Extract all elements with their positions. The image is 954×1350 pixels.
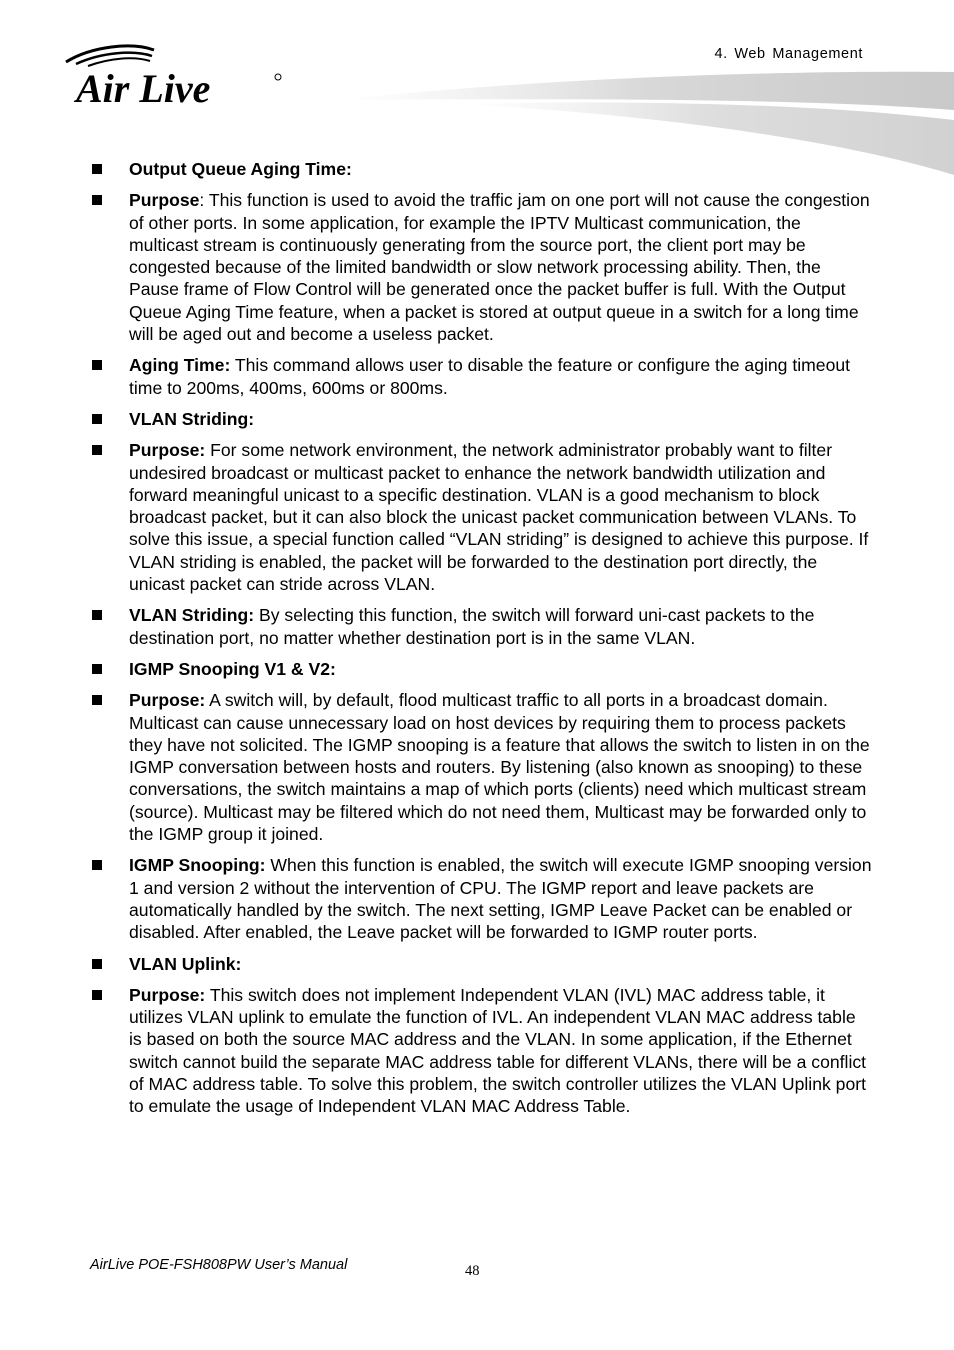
item-term: IGMP Snooping: — [129, 855, 266, 876]
square-bullet-icon — [92, 664, 102, 674]
item-term: Purpose — [129, 190, 200, 211]
item-text: : This function is used to avoid the traffic jam on one port will not cause the congestion of other ports. In some application, for example the IPTV Multicast communication, the multicast stream is continuously generating from the source port, the client port may be congested because of the limited bandwidth or slow network processing ability. Then, the Pause frame of Flow Control will be generated once the packet buffer is full. With the Output Queue Aging Time feature, when a packet is stored at output queue in a switch for a long time will be aged out and become a useless packet. — [129, 190, 870, 345]
item-term: Purpose: — [129, 440, 206, 461]
item-text: For some network environment, the network administrator probably want to filter undesired broadcast or multicast packet to enhance the network bandwidth utilization and forward meaningful unicast to a specific destination. VLAN is a good mechanism to block broadcast packet, but it can also block the unicast packet communication between VLANs. To solve this issue, a special function called “VLAN striding” is designed to achieve this purpose. If VLAN striding is enabled, the packet will be forwarded to the destination port directly, the unicast packet can stride across VLAN. — [129, 440, 869, 595]
item-term: IGMP Snooping V1 & V2: — [129, 658, 336, 679]
square-bullet-icon — [92, 959, 102, 969]
bullet-list — [92, 158, 872, 1127]
list-item — [92, 854, 872, 943]
square-bullet-icon — [92, 164, 102, 174]
list-item — [92, 158, 872, 180]
item-text: By selecting this function, the switch will forward uni-cast packets to the destination port, no matter whether destination port is in the same VLAN. — [129, 605, 815, 648]
section-title: 4. Web Management — [714, 46, 863, 62]
item-term: Purpose: — [129, 984, 206, 1005]
item-term: VLAN Striding: — [129, 408, 255, 429]
item-text: This command allows user to disable the feature or configure the aging timeout time to 200ms, 400ms, 600ms or 800ms. — [129, 355, 851, 398]
list-item — [92, 354, 872, 399]
svg-text:Air Live: Air Live — [76, 66, 211, 111]
list-item — [92, 439, 872, 595]
list-item — [92, 953, 872, 975]
item-term: VLAN Uplink: — [129, 953, 242, 974]
list-item — [92, 189, 872, 345]
manual-title: AirLive POE-FSH808PW User’s Manual — [90, 1257, 348, 1273]
item-term: Aging Time: — [129, 355, 231, 376]
list-item — [92, 984, 872, 1118]
square-bullet-icon — [92, 990, 102, 1000]
square-bullet-icon — [92, 610, 102, 620]
list-item — [92, 658, 872, 680]
square-bullet-icon — [92, 195, 102, 205]
list-item — [92, 408, 872, 430]
item-text: A switch will, by default, flood multicast traffic to all ports in a broadcast domain. Multicast can cause unnecessary load on host devices by requiring them to process packets they have not solicited. The IGMP snooping is a feature that allows the switch to listen in on the IGMP conversation between hosts and routers. By listening (also known as snooping) to these conversations, the switch maintains a map of which ports (clients) need which multicast stream (source). Multicast may be filtered which do not need them, Multicast may be forwarded only to the IGMP group it joined. — [129, 690, 870, 845]
page-number: 48 — [465, 1263, 480, 1279]
item-term: Purpose: — [129, 690, 206, 711]
square-bullet-icon — [92, 445, 102, 455]
list-item — [92, 604, 872, 649]
item-text: This switch does not implement Independent VLAN (IVL) MAC address table, it utilizes VLAN uplink to emulate the function of IVL. An independent VLAN MAC address table is based on both the source MAC address and the VLAN. In some application, if the Ethernet switch cannot build the separate MAC address table for different VLANs, there will be a conflict of MAC address table. To solve this problem, the switch controller utilizes the VLAN Uplink port to emulate the usage of Independent VLAN MAC Address Table. — [129, 984, 867, 1117]
airlive-logo — [62, 42, 292, 112]
square-bullet-icon — [92, 414, 102, 424]
item-term: Output Queue Aging Time: — [129, 159, 352, 179]
list-item — [92, 689, 872, 845]
square-bullet-icon — [92, 695, 102, 705]
item-term: VLAN Striding: — [129, 605, 255, 626]
square-bullet-icon — [92, 360, 102, 370]
square-bullet-icon — [92, 860, 102, 870]
item-text: When this function is enabled, the switch will execute IGMP snooping version 1 and version 2 without the intervention of CPU. The IGMP report and leave packets are automatically handled by the switch. The next setting, IGMP Leave Packet can be enabled or disabled. After enabled, the Leave packet will be forwarded to IGMP router ports. — [129, 855, 872, 943]
